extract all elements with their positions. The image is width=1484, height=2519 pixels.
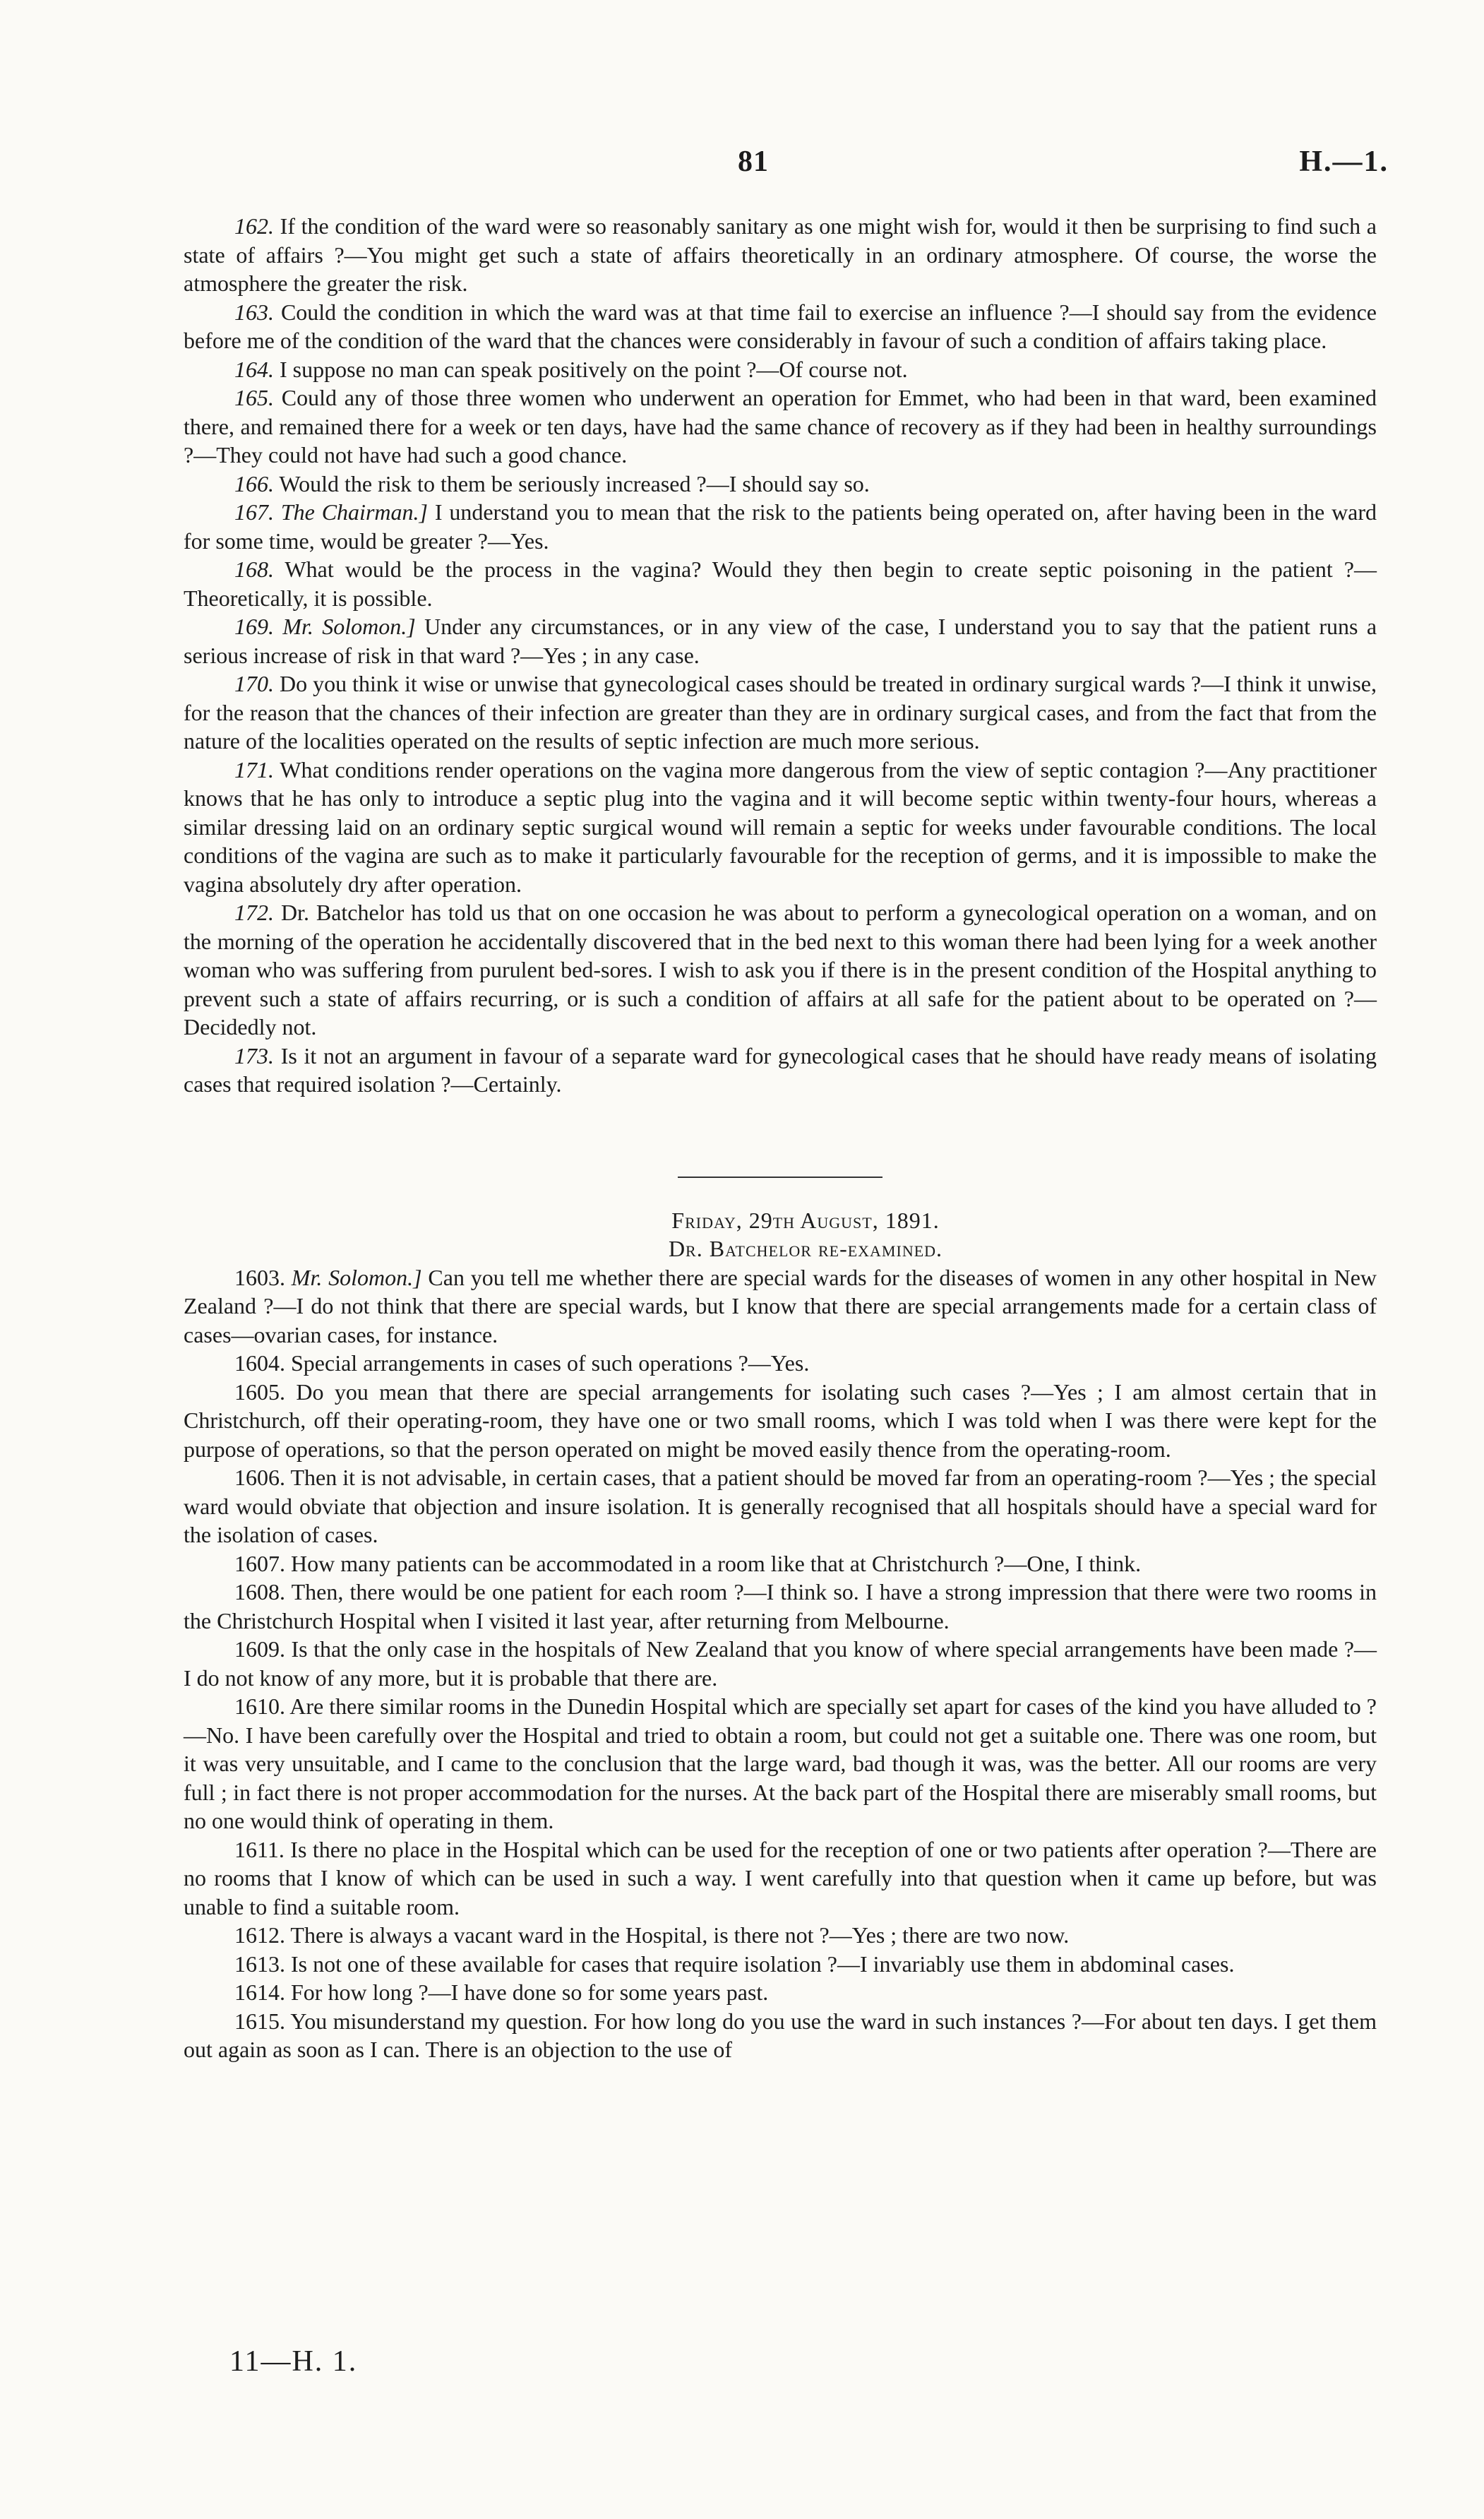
question-paragraph bbox=[184, 1835, 1377, 1922]
question-number: 166. bbox=[234, 470, 274, 496]
question-number: 173. bbox=[234, 1042, 274, 1068]
question-number: 170. bbox=[234, 671, 274, 696]
question-text: Are there similar rooms in the Dunedin Hospital which are specially set apart for cases of the kind you have alluded to ?—No. I have been carefully over the Hospital and tried to obtain a room, but could not get a suitable one. There was one room, but it was very unsuitable, and I came to the conclusion that the large ward, bad though it was, was the better. All our rooms are very full ; in fact there is not proper accommodation for the nurses. At the back part of the Hospital there are miserably small rooms, but no one would think of operating in them. bbox=[184, 1693, 1377, 1833]
question-number: 1613. bbox=[234, 1951, 285, 1977]
question-paragraph bbox=[184, 1978, 1377, 2007]
hearing-date: Friday, 29th August, 1891. bbox=[671, 1207, 940, 1233]
question-text: Then, there would be one patient for each room ?—I think so. I have a strong impression that there were two rooms in the Christchurch Hospital when I visited it last year, after returning from Melbourne. bbox=[184, 1579, 1377, 1633]
question-text: Can you tell me whether there are special wards for the diseases of women in any other hospital in New Zealand ?—I do not think that there are special wards, but I know that there are special arrangements made for a certain class of cases—ovarian cases, for instance. bbox=[184, 1264, 1377, 1347]
question-text: If the condition of the ward were so reasonably sanitary as one might wish for, would it then be surprising to find such a state of affairs ?—You might get such a state of affairs theoretically in an ordinary atmosphere. Of course, the worse the atmosphere the greater the risk. bbox=[184, 213, 1377, 296]
question-number: 1611. bbox=[234, 1836, 285, 1862]
evidence-section-1 bbox=[184, 212, 1377, 1099]
question-number: 171. bbox=[234, 756, 274, 782]
question-paragraph bbox=[184, 383, 1377, 470]
question-text: Special arrangements in cases of such operations ?—Yes. bbox=[291, 1350, 810, 1376]
question-number: 1610. bbox=[234, 1693, 285, 1719]
page-number: 81 bbox=[738, 145, 769, 178]
question-paragraph bbox=[184, 1578, 1377, 1635]
question-paragraph bbox=[184, 898, 1377, 1042]
speaker-label: Mr. Solomon.] bbox=[291, 1264, 422, 1290]
question-text: There is always a vacant ward in the Hospital, is there not ?—Yes ; there are two now. bbox=[290, 1922, 1070, 1948]
question-text: Is there no place in the Hospital which can be used for the reception of one or two patients after operation ?—There are no rooms that I know of which can be used in such a way. I went carefully into that question when it came up before, but was unable to find a suitable room. bbox=[184, 1836, 1377, 1919]
question-number: 164. bbox=[234, 356, 274, 382]
question-text: Do you think it wise or unwise that gynecological cases should be treated in ordinary surgical wards ?—I think it unwise, for the reason that the chances of their infection are greater than they are in ordinary surgical cases, and from the fact that from the nature of the localities operated on the results of septic infection are much more serious. bbox=[184, 671, 1377, 754]
question-number: 1612. bbox=[234, 1922, 285, 1948]
question-text: I suppose no man can speak positively on the point ?—Of course not. bbox=[280, 356, 908, 382]
question-number: 1608. bbox=[234, 1579, 285, 1604]
question-paragraph bbox=[184, 1042, 1377, 1099]
question-paragraph bbox=[184, 669, 1377, 756]
question-text: Under any circumstances, or in any view of the case, I understand you to say that the patient runs a serious increase of risk in that ward ?—Yes ; in any case. bbox=[184, 614, 1377, 668]
question-text: I understand you to mean that the risk to the patients being operated on, after having been in the ward for some time, would be greater ?—Yes. bbox=[184, 499, 1377, 554]
question-paragraph bbox=[184, 1263, 1377, 1350]
question-number: 162. bbox=[234, 213, 274, 239]
question-paragraph bbox=[184, 555, 1377, 612]
question-text: Dr. Batchelor has told us that on one occasion he was about to perform a gynecological operation on a woman, and on the morning of the operation he accidentally discovered that in the bed next to this woman there had been lying for a week another woman who was suffering from purulent bed-sores. I wish to ask you if there is in the present condition of the Hospital anything to prevent such a state of affairs recurring, or is such a condition of affairs at all safe for the patient about to be operated on ?—Decidedly not. bbox=[184, 900, 1377, 1040]
question-paragraph bbox=[184, 1349, 1377, 1378]
question-text: Is it not an argument in favour of a separate ward for gynecological cases that he should have ready means of isolating cases that required isolation ?—Certainly. bbox=[184, 1042, 1377, 1097]
question-text: Would the risk to them be seriously increased ?—I should say so. bbox=[279, 470, 870, 496]
question-paragraph bbox=[184, 1921, 1377, 1950]
document-body bbox=[184, 212, 1377, 2064]
question-text: For how long ?—I have done so for some years past. bbox=[291, 1979, 769, 2005]
question-text: Then it is not advisable, in certain cases, that a patient should be moved far from an operating-room ?—Yes ; the special ward would obviate that objection and insure isolation. It is generally recognised that all hospitals should have a special ward for the isolation of cases. bbox=[184, 1465, 1377, 1547]
question-paragraph bbox=[184, 470, 1377, 499]
document-code: H.—1. bbox=[1299, 145, 1389, 178]
question-number: 167. bbox=[234, 499, 274, 525]
question-number: 172. bbox=[234, 900, 274, 925]
question-text: Could the condition in which the ward was at that time fail to exercise an influence ?—I should say from the evidence before me of the condition of the ward that the chances were considerably in favour of such a condition of affairs taking place. bbox=[184, 299, 1377, 353]
question-paragraph bbox=[184, 1692, 1377, 1835]
section-divider bbox=[678, 1177, 882, 1178]
question-paragraph bbox=[184, 756, 1377, 899]
question-text: What would be the process in the vagina? Would they then begin to create septic poisoning in the patient ?—Theoretically, it is possible. bbox=[184, 556, 1377, 611]
question-number: 1605. bbox=[234, 1378, 285, 1405]
question-number: 163. bbox=[234, 299, 274, 325]
question-text: Do you mean that there are special arrangements for isolating such cases ?—Yes ; I am almost certain that in Christchurch, off their operating-room, they have one or two small rooms, which I was told when I was there were kept for the purpose of operations, so that the person operated on might be moved easily thence from the operating-room. bbox=[184, 1378, 1377, 1462]
question-text: Could any of those three women who underwent an operation for Emmet, who had been in that ward, been examined there, and remained there for a week or ten days, have had the same chance of recovery as if they had been in healthy surroundings ?—They could not have had such a good chance. bbox=[184, 385, 1377, 468]
question-paragraph bbox=[184, 1635, 1377, 1692]
witness-heading: Dr. Batchelor re-examined. bbox=[668, 1236, 943, 1261]
question-number: 169. bbox=[234, 614, 274, 639]
question-paragraph bbox=[184, 1950, 1377, 1979]
question-paragraph bbox=[184, 612, 1377, 669]
question-paragraph bbox=[184, 355, 1377, 384]
question-paragraph bbox=[184, 498, 1377, 555]
evidence-section-2 bbox=[184, 1263, 1377, 2064]
question-number: 1615. bbox=[234, 2008, 285, 2034]
question-paragraph bbox=[184, 1378, 1377, 1464]
question-text: You misunderstand my question. For how long do you use the ward in such instances ?—For about ten days. I get them out again as soon as I can. There is an objection to the use of bbox=[184, 2008, 1377, 2062]
speaker-label: Mr. Solomon.] bbox=[282, 614, 416, 639]
speaker-label: The Chairman.] bbox=[280, 499, 428, 525]
question-number: 1609. bbox=[234, 1636, 285, 1662]
question-number: 1606. bbox=[234, 1465, 285, 1490]
question-text: How many patients can be accommodated in a room like that at Christchurch ?—One, I think. bbox=[291, 1550, 1142, 1576]
question-number: 168. bbox=[234, 556, 274, 582]
question-paragraph bbox=[184, 2007, 1377, 2064]
question-text: What conditions render operations on the vagina more dangerous from the view of septic contagion ?—Any practitioner knows that he has only to introduce a septic plug into the vagina and it will become septic within twenty-four hours, whereas a similar dressing laid on an ordinary septic surgical wound will remain a septic for weeks under favourable conditions. The local conditions of the vagina are such as to make it particularly favourable for the reception of germs, and it is impossible to make the vagina absolutely dry after operation. bbox=[184, 756, 1377, 897]
question-number: 1603. bbox=[234, 1264, 285, 1290]
question-text: Is that the only case in the hospitals of New Zealand that you know of where special arrangements have been made ?—I do not know of any more, but it is probable that there are. bbox=[184, 1636, 1377, 1691]
question-paragraph bbox=[184, 298, 1377, 355]
question-paragraph bbox=[184, 1463, 1377, 1549]
question-paragraph bbox=[184, 212, 1377, 298]
question-number: 165. bbox=[234, 385, 274, 410]
question-text: Is not one of these available for cases that require isolation ?—I invariably use them in abdominal cases. bbox=[291, 1951, 1235, 1977]
question-number: 1604. bbox=[234, 1350, 285, 1376]
question-number: 1614. bbox=[234, 1979, 285, 2005]
question-paragraph bbox=[184, 1549, 1377, 1578]
signature-mark: 11—H. 1. bbox=[229, 2345, 358, 2378]
question-number: 1607. bbox=[234, 1550, 285, 1576]
